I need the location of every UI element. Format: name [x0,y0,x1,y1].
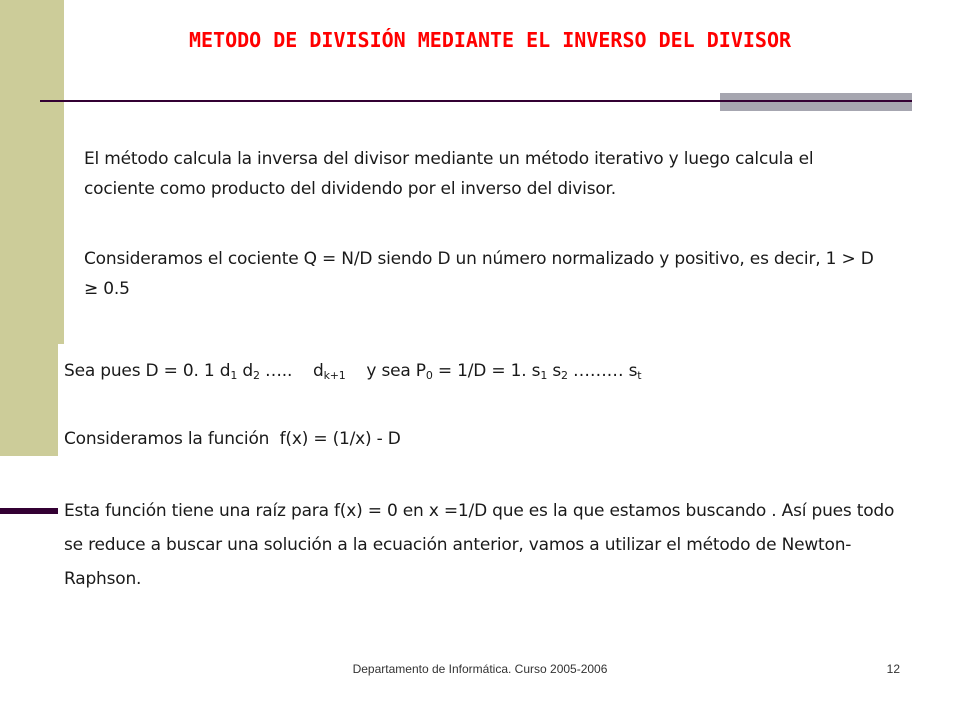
subscript-s2: 2 [561,369,568,382]
definition-line [64,356,900,391]
definition-text-7: ……… s [567,361,638,381]
left-divider-line [0,508,58,514]
subscript-d1: 1 [230,369,238,382]
definition-text-3: ….. d [259,361,324,381]
quotient-paragraph: Consideramos el cociente Q = N/D siendo D un número normalizado y positivo, es decir, 1 > D ≥ 0.5 [84,249,874,299]
intro-paragraph: El método calcula la inversa del divisor mediante un método iterativo y luego calcula el cociente como producto del dividendo por el inverso del divisor. [84,149,814,199]
footer-text: Departamento de Informática. Curso 2005-2006 [352,662,608,676]
page-number: 12 [886,662,900,676]
root-paragraph: Esta función tiene una raíz para f(x) = 0 en x =1/D que es la que estamos buscando . Así pues todo se reduce a buscar una solución a la ecuación anterior, vamos a utilizar el método de Newton-Raphson. [64,501,895,589]
subscript-s1: 1 [540,369,548,382]
method-text-panel [58,344,906,616]
definition-text-5: = 1/D = 1. s [432,361,541,381]
definition-text-4: y sea P [345,361,426,381]
left-sidebar-decoration [0,0,64,456]
subscript-dk1: k+1 [323,369,346,382]
definition-text-1: Sea pues D = 0. 1 d [64,361,231,381]
slide-title: METODO DE DIVISIÓN MEDIANTE EL INVERSO DEL DIVISOR [188,28,792,52]
definition-text-2: d [237,361,253,381]
function-line: Consideramos la función f(x) = (1/x) - D [64,429,401,449]
title-underline-accent [720,93,912,111]
subscript-st: t [637,369,642,382]
subscript-p0: 0 [425,369,433,382]
intro-text-panel [78,136,893,328]
definition-text-6: s [547,361,561,381]
subscript-d2: 2 [252,369,260,382]
